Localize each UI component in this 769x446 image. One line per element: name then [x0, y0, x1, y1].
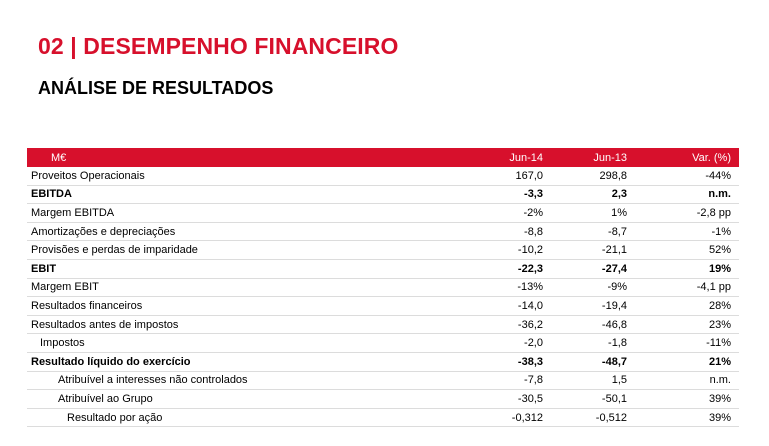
cell-jun13: -1,8 — [551, 334, 635, 353]
table-row — [27, 167, 739, 185]
table-row — [27, 259, 739, 278]
cell-jun13: -27,4 — [551, 259, 635, 278]
cell-variation: 19% — [635, 259, 739, 278]
table-row — [27, 222, 739, 241]
cell-variation: -44% — [635, 167, 739, 185]
cell-variation: 52% — [635, 241, 739, 260]
cell-jun14: -36,2 — [467, 315, 551, 334]
row-label: Resultados financeiros — [27, 297, 467, 316]
table-row — [27, 297, 739, 316]
row-label: Margem EBIT — [27, 278, 467, 297]
table-row — [27, 352, 739, 371]
cell-jun14: -2% — [467, 204, 551, 223]
cell-variation: -2,8 pp — [635, 204, 739, 223]
table-header-row — [27, 148, 739, 167]
row-label: Resultado por ação — [27, 408, 467, 427]
row-label: Proveitos Operacionais — [27, 167, 467, 185]
cell-jun14: -0,312 — [467, 408, 551, 427]
cell-variation: n.m. — [635, 185, 739, 204]
table-row — [27, 204, 739, 223]
cell-jun14: -7,8 — [467, 371, 551, 390]
cell-jun14: 167,0 — [467, 167, 551, 185]
cell-jun14: -3,3 — [467, 185, 551, 204]
row-label: Resultados antes de impostos — [27, 315, 467, 334]
cell-jun14: -22,3 — [467, 259, 551, 278]
row-label: EBIT — [27, 259, 467, 278]
cell-variation: 23% — [635, 315, 739, 334]
cell-jun13: -50,1 — [551, 390, 635, 409]
cell-jun14: -13% — [467, 278, 551, 297]
row-label: Atribuível ao Grupo — [27, 390, 467, 409]
cell-jun13: 1,5 — [551, 371, 635, 390]
cell-jun13: 2,3 — [551, 185, 635, 204]
section-title: 02 | DESEMPENHO FINANCEIRO — [38, 33, 399, 59]
cell-jun14: -2,0 — [467, 334, 551, 353]
cell-variation: n.m. — [635, 371, 739, 390]
table-row — [27, 185, 739, 204]
table-row — [27, 334, 739, 353]
cell-jun14: -14,0 — [467, 297, 551, 316]
row-label: Impostos — [27, 334, 467, 353]
table-row — [27, 315, 739, 334]
row-label: Provisões e perdas de imparidade — [27, 241, 467, 260]
table-row — [27, 408, 739, 427]
cell-variation: 21% — [635, 352, 739, 371]
cell-jun13: 1% — [551, 204, 635, 223]
row-label: Resultado líquido do exercício — [27, 352, 467, 371]
cell-jun14: -38,3 — [467, 352, 551, 371]
cell-jun13: -0,512 — [551, 408, 635, 427]
table-row — [27, 371, 739, 390]
row-label: Margem EBITDA — [27, 204, 467, 223]
cell-variation: 39% — [635, 390, 739, 409]
cell-jun13: -9% — [551, 278, 635, 297]
cell-jun14: -30,5 — [467, 390, 551, 409]
column-header-jun13: Jun-13 — [551, 148, 635, 167]
row-label: Atribuível a interesses não controlados — [27, 371, 467, 390]
cell-jun13: -46,8 — [551, 315, 635, 334]
row-label: Amortizações e depreciações — [27, 222, 467, 241]
page-subtitle: ANÁLISE DE RESULTADOS — [38, 78, 274, 98]
column-header-variation: Var. (%) — [635, 148, 739, 167]
table-row — [27, 241, 739, 260]
row-label: EBITDA — [27, 185, 467, 204]
cell-variation: 28% — [635, 297, 739, 316]
cell-variation: -1% — [635, 222, 739, 241]
table-row — [27, 278, 739, 297]
cell-jun14: -10,2 — [467, 241, 551, 260]
cell-jun13: -19,4 — [551, 297, 635, 316]
cell-jun13: -21,1 — [551, 241, 635, 260]
column-header-jun14: Jun-14 — [467, 148, 551, 167]
cell-variation: -11% — [635, 334, 739, 353]
cell-jun13: -48,7 — [551, 352, 635, 371]
column-header-unit: M€ — [27, 148, 467, 167]
cell-variation: 39% — [635, 408, 739, 427]
cell-jun14: -8,8 — [467, 222, 551, 241]
cell-variation: -4,1 pp — [635, 278, 739, 297]
cell-jun13: -8,7 — [551, 222, 635, 241]
table-row — [27, 390, 739, 409]
financial-results-table — [27, 148, 739, 427]
cell-jun13: 298,8 — [551, 167, 635, 185]
